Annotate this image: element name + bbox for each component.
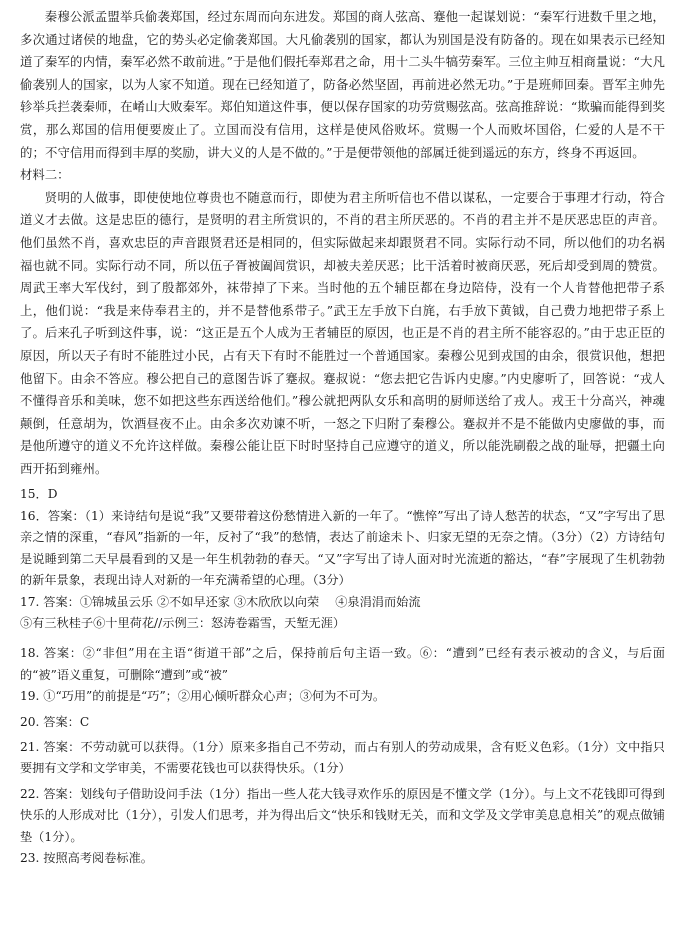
material-two-label: 材料二： — [20, 167, 70, 183]
answer-16: 16．答案：（1）来诗结句是说“我”又要带着这份愁情进入新的一年了。“憔悴”写出了诗人愁苦的状态，“又”字写出了思亲之情的深重，“春风”指新的一年，反衬了“我”的愁情，表达了前途未卜、归家无望的无奈之情。（3分）（2）方诗结句是说睡到第二天早晨看到的又是一年生机勃勃的春天。“又”字写出了诗人面对时光流逝的豁达，“春”字展现了生机勃勃的新年景象，表现出诗人对新的一年充满希望的心理。（3分） — [20, 508, 665, 588]
answer-23: 23. 按照高考阅卷标准。 — [20, 850, 153, 865]
answer-15: 15．D — [20, 487, 58, 502]
answer-21: 21. 答案：不劳动就可以获得。（1分）原来多指自己不劳动，而占有别人的劳动成果，含有贬义色彩。（1分）文中指只要拥有文学和文学审美，不需要花钱也可以获得快乐。（1分） — [20, 739, 665, 776]
translation-paragraph-2: 贤明的人做事，即使使地位尊贵也不随意而行，即使为君主所听信也不借以谋私，一定要合于事理才行动，符合道义才去做。这是忠臣的德行，是贤明的君主所赏识的，不肖的君主所厌恶的。不肖的君主并不是厌恶忠臣的声音。他们虽然不肖，喜欢忠臣的声音跟贤君还是相同的，但实际做起来却跟贤君不同。实际行动不同，所以他们的功名祸福也就不同。实际行动不同，所以伍子胥被阖闾赏识，却被夫差厌恶；比干活着时被商厌恶，死后却受到周的赞赏。周武王率大军伐纣，到了殷都郊外，袜带掉了下来。当时他的五个辅臣都在身边陪侍，没有一个人肯替他把带子系上，他们说：“我是来侍奉君主的，并不是替他系带子。”武王左手放下白旄，右手放下黄钺，自己费力地把带子系上了。后来孔子听到这件事，说：“这正是五个人成为王者辅臣的原因，也正是不肖的君主所不能容忍的。”由于忠正臣的原因，所以天子有时不能胜过小民，占有天下有时不能胜过一个普通国家。秦穆公见到戎国的由余，很赏识他，想把他留下。由余不答应。穆公把自己的意图告诉了蹇叔。蹇叔说：“您去把它告诉内史廖。”内史廖听了，回答说：“戎人不懂得音乐和美味，您不如把这些东西送给他们。”穆公就把两队女乐和高明的厨师送给了戎人。戎王十分高兴，神魂颠倒，任意胡为，饮酒昼夜不止。由余多次劝谏不听，一怒之下归附了秦穆公。蹇叔并不是不能做内史廖做的事，而是他所遵守的道义不允许这样做。秦穆公能让臣下时时坚持自己应遵守的道义，所以能洗刷殽之战的耻辱，把疆土向西开拓到雍州。 — [20, 189, 665, 476]
answer-20: 20. 答案：C — [20, 714, 90, 729]
answer-19: 19. ①“巧用”的前提是“巧”；②用心倾听群众心声；③何为不可为。 — [20, 689, 386, 704]
answer-17-line-1: 17. 答案：①锦城虽云乐 ②不如早还家 ③木欣欣以向荣 ④泉涓涓而始流 — [20, 594, 421, 609]
answer-22: 22. 答案：划线句子借助设问手法（1分）指出一些人花大钱寻欢作乐的原因是不懂文学（1分）。与上文不花钱即可得到快乐的人形成对比（1分），引发人们思考，并为得出后文“快乐和钱财无关，而和文学及文学审美息息相关”的观点做铺垫（1分）。 — [20, 786, 665, 844]
translation-paragraph-1: 秦穆公派孟盟举兵偷袭郑国，经过东周而向东进发。郑国的商人弦高、蹇他一起谋划说：“秦军行进数千里之地，多次通过诸侯的地盘，它的势头必定偷袭郑国。大凡偷袭别的国家，都认为别国是没有防备的。现在如果表示已经知道了秦军的内情，秦军必然不敢前进。”于是他们假托奉郑君之命，用十二头牛犒劳秦军。三位主帅互相商量说：“大凡偷袭别人的国家，以为人家不知道。现在已经知道了，防备必然坚固，再前进必然无功。”于是班师回秦。晋军主帅先轸举兵拦袭秦师，在崤山大败秦军。郑伯知道这件事，便以保存国家的功劳赏赐弦高。弦高推辞说：“欺骗而能得到奖赏，那么郑国的信用便要废止了。立国而没有信用，这样是使风俗败坏。赏赐一个人而败坏国俗，仁爱的人是不干的；不守信用而得到丰厚的奖励，讲大义的人是不做的。”于是便带领他的部属迁徙到遥远的东方，终身不再返回。 — [20, 9, 665, 160]
answer-18: 18. 答案：②“非但”用在主语“街道干部”之后，保持前后句主语一致。⑥：“遭到”已经有表示被动的含义，与后面的“被”语义重复，可删除“遭到”或“被” — [20, 646, 665, 682]
answer-17-line-2: ⑤有三秋桂子⑥十里荷花//示例三：怒涛卷霜雪，天堑无涯） — [20, 615, 346, 630]
